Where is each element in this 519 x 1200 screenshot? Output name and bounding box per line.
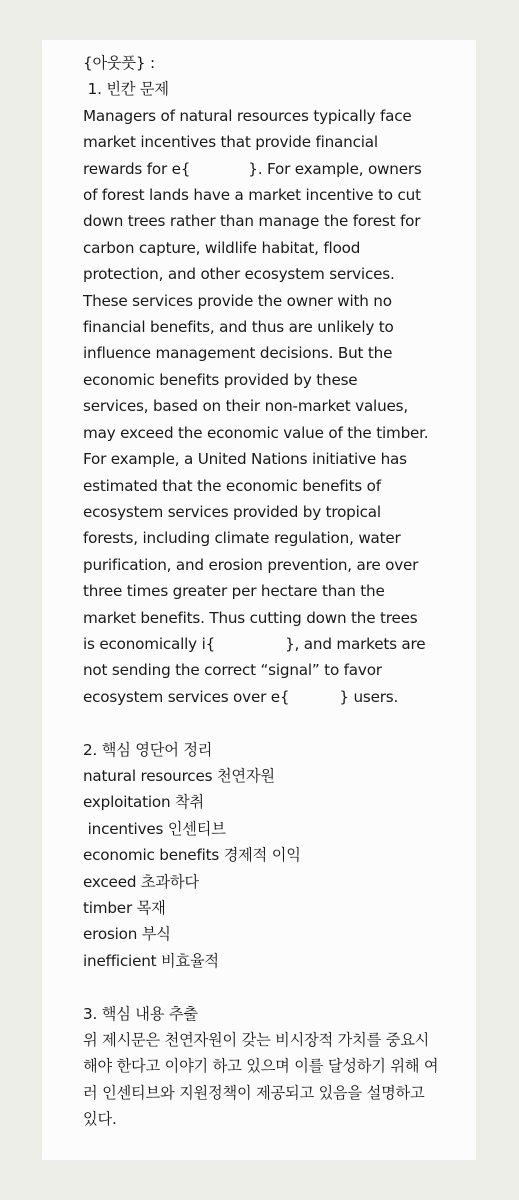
vocab-item: exceed 초과하다 xyxy=(83,872,199,891)
document-card xyxy=(42,40,476,1160)
vocab-item: natural resources 천연자원 xyxy=(83,766,275,785)
passage-line: down trees rather than manage the forest for xyxy=(83,212,421,231)
summary-line: 러 인센티브와 지원정책이 제공되고 있음을 설명하고 xyxy=(83,1083,425,1102)
passage-line: market benefits. Thus cutting down the trees xyxy=(83,608,418,627)
fill-in-blank-passage xyxy=(83,103,448,710)
passage-line: carbon capture, wildlife habitat, flood xyxy=(83,238,361,257)
passage-line: market incentives that provide financial xyxy=(83,133,378,152)
vocab-item: incentives 인센티브 xyxy=(83,819,226,838)
section-2-title: 2. 핵심 영단어 정리 xyxy=(83,740,213,759)
passage-line: purification, and erosion prevention, are over xyxy=(83,555,419,574)
section-3-title: 3. 핵심 내용 추출 xyxy=(83,1004,198,1023)
summary-line: 해야 한다고 이야기 하고 있으며 이를 달성하기 위해 여 xyxy=(83,1057,439,1076)
passage-text: is economically i{ xyxy=(83,634,216,653)
passage-line: ecosystem services provided by tropical xyxy=(83,502,381,521)
section-1-title: 1. 빈칸 문제 xyxy=(83,80,169,99)
vocab-item: inefficient 비효율적 xyxy=(83,951,219,970)
passage-line: economic benefits provided by these xyxy=(83,370,358,389)
spacer xyxy=(83,710,448,736)
vocab-item: erosion 부식 xyxy=(83,925,171,944)
passage-line: estimated that the economic benefits of xyxy=(83,476,381,495)
passage-line: not sending the correct “signal” to favor xyxy=(83,661,382,680)
passage-line: three times greater per hectare than the xyxy=(83,582,385,601)
summary-text xyxy=(83,1027,448,1133)
passage-line: These services provide the owner with no xyxy=(83,291,392,310)
passage-line: of forest lands have a market incentive to cut xyxy=(83,186,421,205)
passage-line: services, based on their non-market values, xyxy=(83,397,408,416)
passage-line xyxy=(83,156,448,182)
vocab-item: exploitation 착취 xyxy=(83,793,204,812)
passage-text: }, and markets are xyxy=(285,634,426,653)
passage-text: rewards for e{ xyxy=(83,159,191,178)
passage-line xyxy=(83,684,448,710)
summary-line: 위 제시문은 천연자원이 갖는 비시장적 가치를 중요시 xyxy=(83,1031,430,1049)
vocab-list xyxy=(83,763,448,974)
passage-line: Managers of natural resources typically face xyxy=(83,106,412,125)
spacer xyxy=(83,974,448,1000)
passage-line: For example, a United Nations initiative has xyxy=(83,450,407,469)
passage-line: financial benefits, and thus are unlikely to xyxy=(83,318,394,337)
passage-line xyxy=(83,631,448,657)
passage-text: }. For example, owners xyxy=(248,159,422,178)
passage-line: influence management decisions. But the xyxy=(83,344,393,363)
passage-line: may exceed the economic value of the timber. xyxy=(83,423,429,442)
output-label: {아웃풋} : xyxy=(83,54,155,72)
passage-text: } users. xyxy=(339,687,399,706)
passage-line: forests, including climate regulation, water xyxy=(83,529,401,548)
passage-text: ecosystem services over e{ xyxy=(83,687,290,706)
passage-line: protection, and other ecosystem services. xyxy=(83,265,395,284)
summary-line: 있다. xyxy=(83,1110,117,1129)
vocab-item: economic benefits 경제적 이익 xyxy=(83,846,301,865)
vocab-item: timber 목재 xyxy=(83,898,166,917)
